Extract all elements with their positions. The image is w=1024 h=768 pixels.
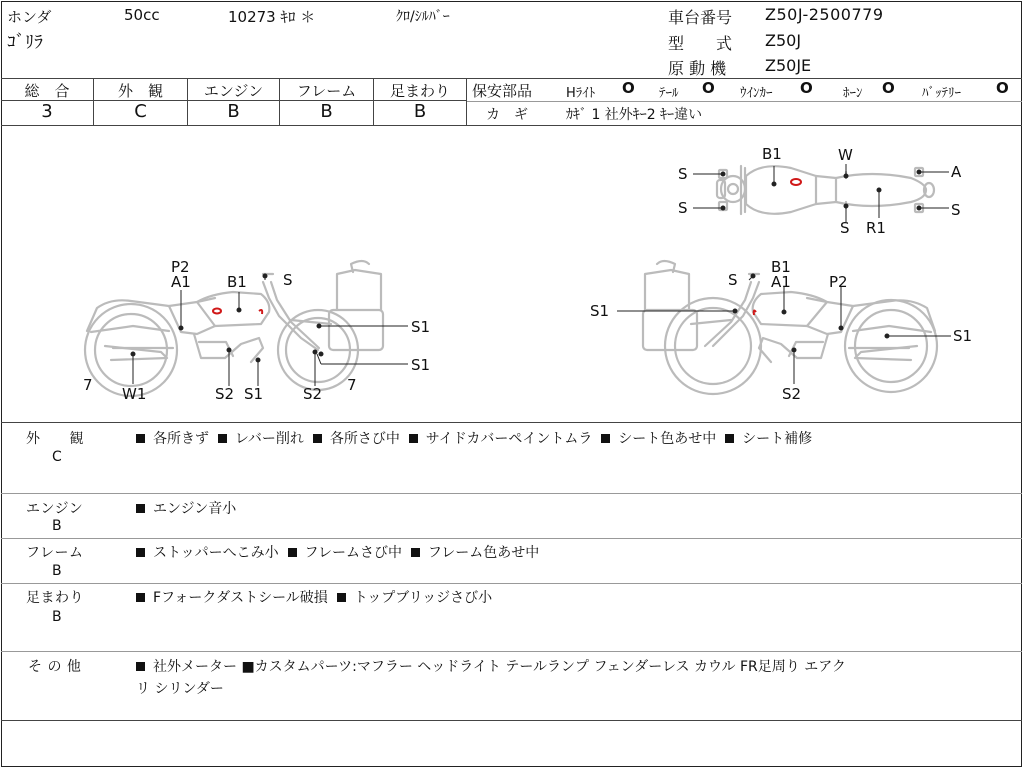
divider <box>1 422 1022 423</box>
bullet <box>136 504 145 513</box>
frame-grade: B <box>320 101 333 122</box>
exterior-section-grade: C <box>52 449 63 465</box>
headlight-status: O <box>622 79 635 97</box>
damage-diagram <box>1 126 1021 422</box>
model-name: ｺﾞﾘﾗ <box>7 32 43 53</box>
suspension-grade-label: 足まわり <box>389 82 450 100</box>
label-left-s: S <box>283 271 293 289</box>
label-right-s1a: S1 <box>590 302 610 320</box>
frame-section-grade: B <box>52 563 63 579</box>
overall-label: 総 合 <box>24 82 70 100</box>
other-section-label: そ の 他 <box>28 659 82 675</box>
safety-horn: ﾎｰﾝ <box>843 86 863 101</box>
other-text: 社外メーター ■カスタムパーツ:マフラー ヘッドライト テールランプ フェンダーレス カウル FR足周り エアク <box>153 659 846 675</box>
winker-status: O <box>800 79 813 97</box>
engine-items <box>136 498 236 518</box>
bullet <box>218 434 227 443</box>
divider <box>1 538 1022 539</box>
label-right-s1b: S1 <box>953 327 973 345</box>
bullet <box>337 593 346 602</box>
frame-no: Z50J-2500779 <box>765 5 884 24</box>
label-left-s2a: S2 <box>215 385 235 403</box>
make: ホンダ <box>7 8 52 26</box>
exterior-item: レバー削れ <box>234 431 304 447</box>
key-value: ｶｷﾞ 1 社外ｷｰ2 ｷｰ違い <box>566 107 703 123</box>
frame-item: フレーム色あせ中 <box>427 545 540 561</box>
label-left-s1a: S1 <box>411 318 431 336</box>
label-right-s: S <box>728 271 738 289</box>
label-left-7b: 7 <box>347 376 357 394</box>
divider <box>1 720 1022 721</box>
label-top-s-tl: S <box>678 165 688 183</box>
label-top-a: A <box>951 163 962 181</box>
bullet <box>136 662 145 671</box>
damage-mark <box>259 310 262 314</box>
frame-grade-label: フレーム <box>296 82 357 100</box>
safety-battery: ﾊﾞｯﾃﾘｰ <box>922 86 961 101</box>
label-right-s2: S2 <box>782 385 802 403</box>
engine-code: Z50JE <box>765 56 812 75</box>
label-top-w: W <box>838 146 853 164</box>
frame-no-label: 車台番号 <box>668 8 733 27</box>
suspension-section-label: 足まわり <box>26 590 84 606</box>
label-top-b1: B1 <box>762 145 782 163</box>
suspension-section-grade: B <box>52 609 63 625</box>
exterior-item: シート色あせ中 <box>618 431 717 447</box>
mileage: 10273 ｷﾛ ＊ <box>228 8 316 26</box>
label-left-s2b: S2 <box>303 385 323 403</box>
engine-grade: B <box>227 101 240 122</box>
frame-item: フレームさび中 <box>304 545 402 561</box>
frame-item: ストッパーへこみ小 <box>153 545 279 561</box>
exterior-item: シート補修 <box>742 431 813 447</box>
model-label: 型 式 <box>668 34 733 53</box>
engine-section-label: エンジン <box>26 501 84 517</box>
top-view-bike <box>717 166 934 214</box>
label-left-b1: B1 <box>227 273 247 291</box>
label-top-s-r: S <box>951 201 961 219</box>
label-right-a1: A1 <box>771 273 791 291</box>
label-left-p2: P2 <box>171 258 190 276</box>
color: ｸﾛ/ｼﾙﾊﾞｰ <box>396 9 450 25</box>
engine-grade-label: エンジン <box>203 82 264 100</box>
safety-tail: ﾃｰﾙ <box>659 86 679 101</box>
bullet <box>411 548 420 557</box>
label-right-p2: P2 <box>829 273 848 291</box>
exterior-item: 各所さび中 <box>329 431 400 447</box>
model-code: Z50J <box>765 31 802 50</box>
exterior-items <box>136 428 812 448</box>
safety-headlight: Hﾗｲﾄ <box>566 86 596 101</box>
safety-winker: ｳｲﾝｶｰ <box>740 86 773 101</box>
bullet <box>725 434 734 443</box>
label-top-s-bl: S <box>678 199 688 217</box>
bullet <box>409 434 418 443</box>
overall-grade: 3 <box>41 101 53 122</box>
damage-mark <box>791 179 801 185</box>
suspension-grade: B <box>413 101 427 122</box>
divider <box>1 78 1022 79</box>
key-label: カ ギ <box>486 107 528 123</box>
other-line-2: リ シリンダー <box>136 681 224 697</box>
engine-label: 原 動 機 <box>668 59 727 78</box>
divider <box>1 651 1022 652</box>
damage-mark <box>213 309 221 314</box>
tail-status: O <box>702 79 715 97</box>
label-top-r1: R1 <box>866 219 886 237</box>
label-left-w1: W1 <box>122 385 147 403</box>
label-right-b1: B1 <box>771 258 791 276</box>
divider <box>1 583 1022 584</box>
divider <box>466 78 467 125</box>
exterior-item: サイドカバーペイントムラ <box>425 431 593 447</box>
safety-label: 保安部品 <box>472 82 533 100</box>
other-line-1 <box>136 656 846 676</box>
exterior-item: 各所きず <box>153 431 209 447</box>
frame-items <box>136 542 539 562</box>
bullet <box>136 593 145 602</box>
suspension-item: トップブリッジさび小 <box>353 590 493 606</box>
exterior-grade: C <box>134 101 147 122</box>
bullet <box>601 434 610 443</box>
battery-status: O <box>996 79 1009 97</box>
engine-section-grade: B <box>52 518 63 534</box>
label-left-7a: 7 <box>83 376 93 394</box>
divider <box>467 101 1022 102</box>
frame-section-label: フレーム <box>26 545 84 561</box>
exterior-section-label: 外 観 <box>26 431 84 447</box>
label-left-a1: A1 <box>171 273 191 291</box>
suspension-item: Fフォークダストシール破損 <box>153 590 328 606</box>
label-top-s-b: S <box>840 219 850 237</box>
suspension-items <box>136 587 492 607</box>
engine-item: エンジン音小 <box>153 501 237 517</box>
bullet <box>313 434 322 443</box>
exterior-label: 外 観 <box>117 82 163 100</box>
horn-status: O <box>882 79 895 97</box>
displacement: 50cc <box>124 6 160 24</box>
bullet <box>136 434 145 443</box>
divider <box>1 493 1022 494</box>
label-left-s1b: S1 <box>411 356 431 374</box>
bullet <box>136 548 145 557</box>
label-left-s1c: S1 <box>244 385 264 403</box>
bullet <box>288 548 297 557</box>
